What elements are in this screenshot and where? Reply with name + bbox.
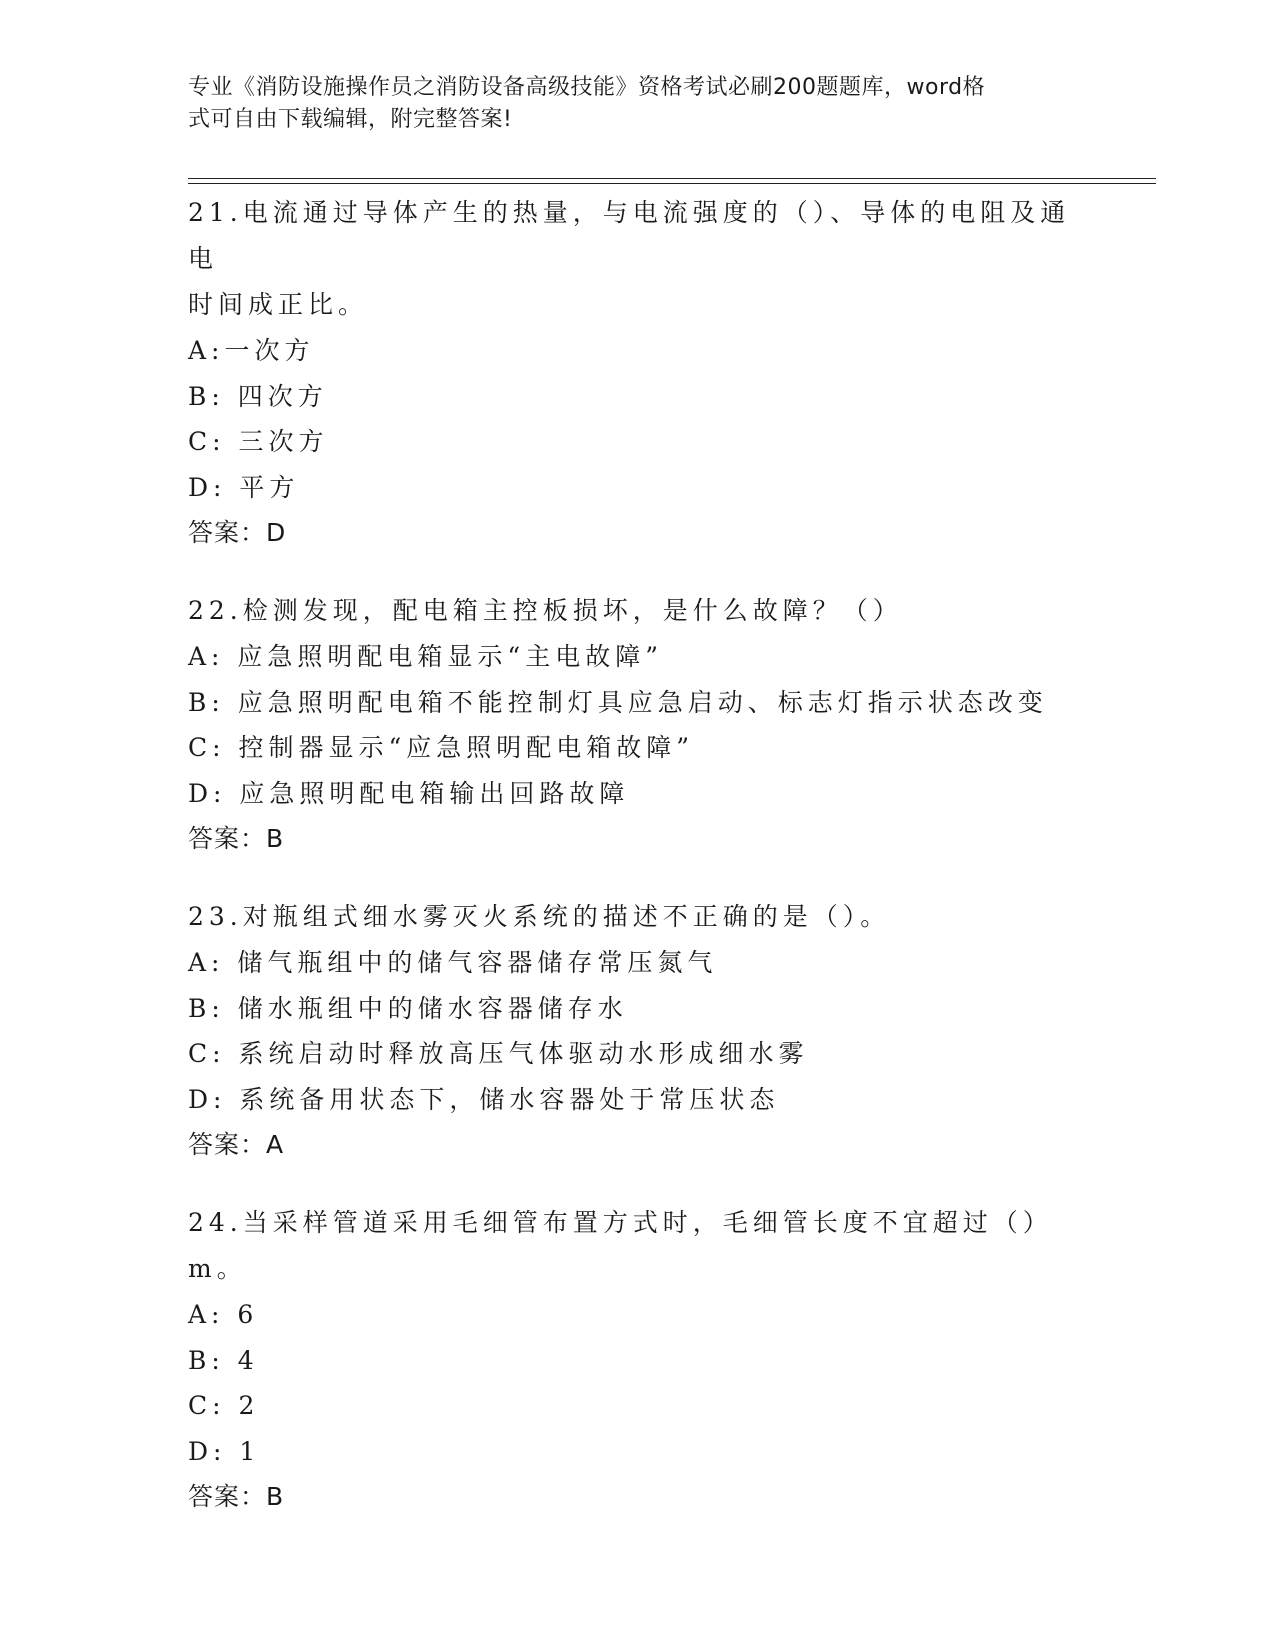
answer-label: 答案：D [188,518,287,547]
option-c: C: 系统启动时释放高压气体驱动水形成细水雾 [188,1039,809,1068]
answer-label: 答案：B [188,824,285,853]
option-a: A: 应急照明配电箱显示“主电故障” [188,642,663,671]
option-a: A: 储气瓶组中的储气容器储存常压氮气 [188,948,718,977]
option-b: B: 四次方 [188,381,328,411]
option-b: B: 储水瓶组中的储水容器储存水 [188,993,628,1023]
option-d: D: 系统备用状态下，储水容器处于常压状态 [188,1084,780,1114]
question-stem-line-1: 23.对瓶组式细水雾灭火系统的描述不正确的是（）。 [188,902,891,931]
header-title-line-1: 专业《消防设施操作员之消防设备高级技能》资格考试必刷200题题库，word格 [188,75,986,100]
question-22 [188,588,1088,862]
question-list [188,190,1088,1552]
question-stem-line-1: 24.当采样管道采用毛细管布置方式时，毛细管长度不宜超过（）m。 [188,1208,1053,1283]
answer-label: 答案：A [188,1130,285,1159]
header-divider-bottom [188,183,1156,184]
answer-label: 答案：B [188,1482,285,1511]
question-stem-line-1: 22.检测发现，配电箱主控板损坏，是什么故障？（） [188,596,903,625]
option-a: A:一次方 [188,336,315,365]
option-d: D: 应急照明配电箱输出回路故障 [188,778,630,808]
option-a: A: 6 [188,1300,259,1329]
question-stem-line-2: 时间成正比。 [188,290,369,319]
option-c: C: 三次方 [188,427,329,456]
header-divider-top [188,178,1156,179]
question-21 [188,190,1088,556]
option-d: D: 平方 [188,472,300,502]
option-b: B: 4 [188,1345,259,1375]
document-header [188,72,1068,136]
option-d: D: 1 [188,1436,261,1466]
option-c: C: 控制器显示“应急照明配电箱故障” [188,733,695,762]
option-c: C: 2 [188,1391,260,1420]
question-stem-line-1: 21.电流通过导体产生的热量，与电流强度的（）、导体的电阻及通电 [188,198,1071,273]
question-24 [188,1200,1088,1520]
option-b: B: 应急照明配电箱不能控制灯具应急启动、标志灯指示状态改变 [188,687,1048,717]
question-23 [188,894,1088,1168]
header-title-line-2: 式可自由下载编辑，附完整答案! [188,107,513,132]
